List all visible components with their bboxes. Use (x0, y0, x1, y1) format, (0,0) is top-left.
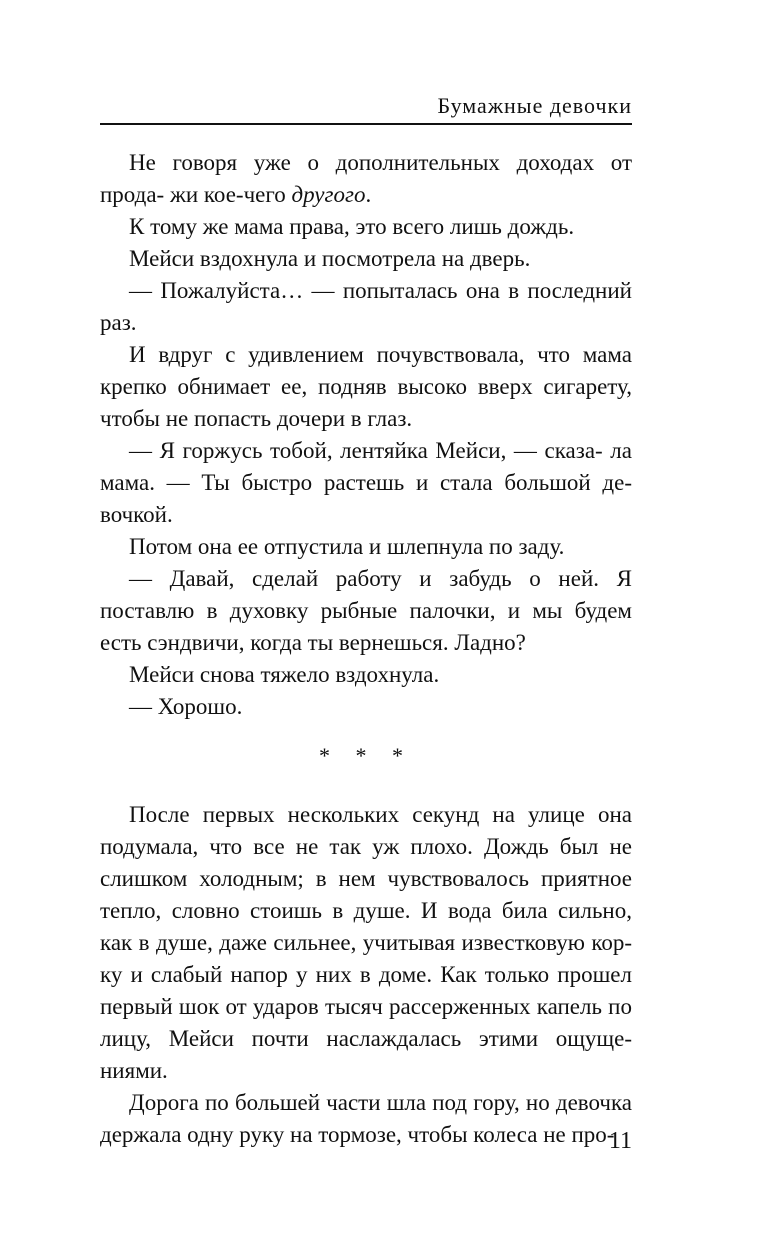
paragraph: И вдруг с удивлением почувствовала, что мама крепко обнимает ее, подняв высоко вверх сигарету, чтобы не попасть дочери в глаз. (100, 342, 632, 431)
paragraph: — Пожалуйста… — попыталась она в последний раз. (100, 278, 632, 335)
paragraph: Мейси снова тяжело вздохнула. (129, 662, 440, 687)
paragraph: Дорога по большей части шла под гору, но девочка держала одну руку на тормозе, чтобы колеса не про- (100, 1090, 632, 1147)
section-separator: * * * (319, 743, 413, 768)
paragraph: После первых нескольких секунд на улице она подумала, что все не так уж плохо. Дождь был не слишком холодным; в нем чувствовалось приятное тепло, словно стоишь в душе. И вода била сильно, как в душе, даже сильнее, учитывая известковую кор- ку и слабый напор у них в доме. Как только прошел первый шок от ударов тысяч рассерженных капель по лицу, Мейси почти наслаждалась этими ощуще- ниями. (100, 802, 632, 1083)
body-text (100, 147, 632, 1151)
running-title: Бумажные девочки (437, 93, 632, 118)
italic-word: другого (291, 182, 366, 207)
paragraph: Потом она ее отпустила и шлепнула по заду. (129, 534, 565, 559)
paragraph: — Я горжусь тобой, лентяйка Мейси, — сказа- ла мама. — Ты быстро растешь и стала большой де- вочкой. (100, 438, 632, 527)
paragraph: — Хорошо. (129, 694, 243, 719)
paragraph: — Давай, сделай работу и забудь о ней. Я поставлю в духовку рыбные палочки, и мы будем есть сэндвичи, когда ты вернешься. Ладно? (100, 566, 632, 655)
header-rule (100, 123, 632, 125)
page-number: 11 (608, 1128, 632, 1154)
paragraph: Мейси вздохнула и посмотрела на дверь. (129, 246, 531, 271)
paragraph: Не говоря уже о дополнительных доходах от прода- жи кое-чего другого. (100, 150, 632, 207)
paragraph: К тому же мама права, это всего лишь дождь. (129, 214, 575, 239)
